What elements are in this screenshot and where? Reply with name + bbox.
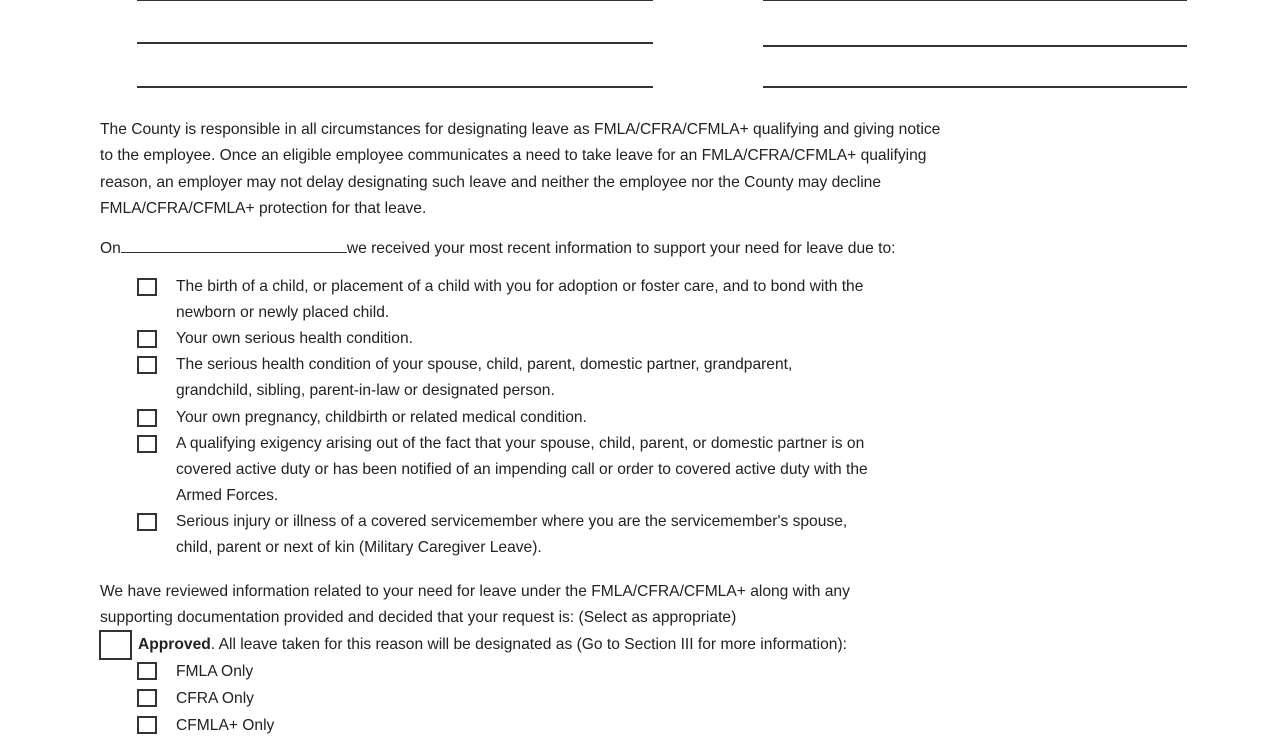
reason-line: Armed Forces. [176, 487, 279, 504]
reason-checkbox[interactable] [137, 513, 157, 531]
reason-line: covered active duty or has been notified of an impending call or order to covered active duty with the [176, 461, 868, 478]
received-suffix: we received your most recent information to support your need for leave due to: [346, 240, 896, 257]
option-label: CFRA Only [176, 690, 254, 707]
reason-line: grandchild, sibling, parent-in-law or designated person. [176, 382, 555, 399]
reason-checkbox[interactable] [137, 356, 157, 374]
received-line [100, 236, 896, 259]
approved-label: Approved [138, 636, 211, 653]
paragraph-line: reason, an employer may not delay designating such leave and neither the employee nor the County may decline [100, 173, 882, 191]
reason-checkbox[interactable] [137, 278, 157, 296]
option-label: FMLA Only [176, 663, 254, 680]
paragraph-line: to the employee. Once an eligible employee communicates a need to take leave for an FMLA/CFRA/CFMLA+ qualifying [100, 147, 927, 165]
reason-line: The serious health condition of your spouse, child, parent, domestic partner, grandparent, [176, 356, 793, 373]
reason-line: Your own pregnancy, childbirth or related medical condition. [176, 409, 587, 426]
signature-line [763, 86, 1187, 88]
signature-line [763, 0, 1187, 1]
option-checkbox[interactable] [137, 689, 157, 707]
reason-line: Your own serious health condition. [176, 330, 413, 347]
approved-checkbox[interactable] [99, 630, 132, 660]
option-checkbox[interactable] [137, 716, 157, 734]
option-checkbox[interactable] [137, 662, 157, 680]
signature-line [763, 45, 1187, 47]
signature-line [137, 86, 653, 88]
received-prefix: On [100, 240, 121, 257]
paragraph-line: supporting documentation provided and decided that your request is: (Select as appropriate) [100, 609, 737, 626]
reason-checkbox[interactable] [137, 435, 157, 453]
signature-line [137, 42, 653, 44]
approved-text: . All leave taken for this reason will be designated as (Go to Section III for more information): [210, 636, 847, 653]
reason-checkbox[interactable] [137, 330, 157, 348]
option-label: CFMLA+ Only [176, 717, 275, 734]
signature-line [137, 0, 653, 1]
reason-line: A qualifying exigency arising out of the fact that your spouse, child, parent, or domestic partner is on [176, 435, 865, 452]
paragraph-line: The County is responsible in all circumstances for designating leave as FMLA/CFRA/CFMLA+ qualifying and giving notice [100, 121, 941, 138]
reason-checkbox[interactable] [137, 409, 157, 427]
approved-line [138, 635, 847, 655]
reason-line: newborn or newly placed child. [176, 304, 390, 321]
paragraph-line: FMLA/CFRA/CFMLA+ protection for that leave. [100, 199, 427, 217]
reason-line: The birth of a child, or placement of a child with you for adoption or foster care, and to bond with the [176, 278, 864, 295]
date-blank[interactable] [121, 236, 347, 253]
reason-line: child, parent or next of kin (Military Caregiver Leave). [176, 539, 542, 556]
reason-line: Serious injury or illness of a covered servicemember where you are the servicemember's spouse, [176, 513, 848, 530]
paragraph-line: We have reviewed information related to your need for leave under the FMLA/CFRA/CFMLA+ along with any [100, 583, 850, 600]
